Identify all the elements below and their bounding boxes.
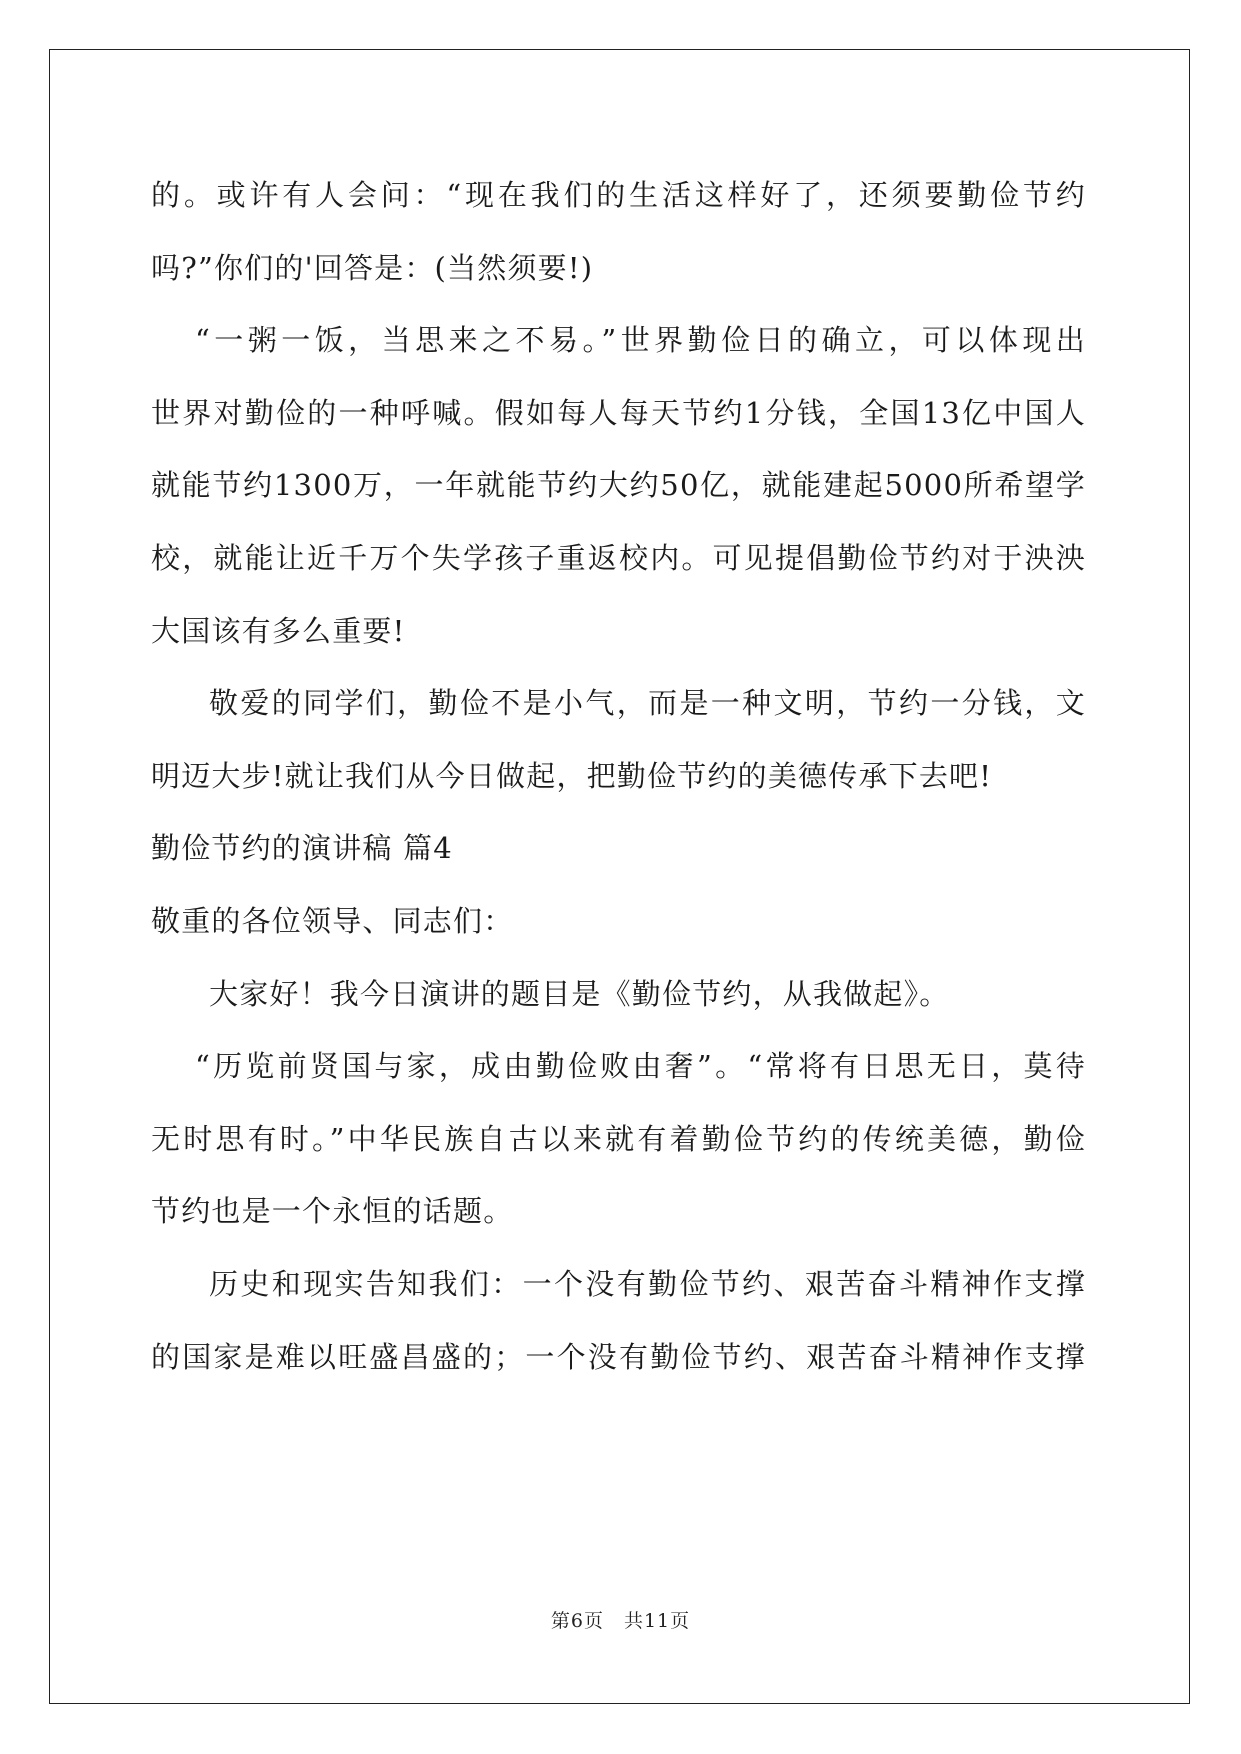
- text-line: 校，就能让近千万个失学孩子重返校内。可见提倡勤俭节约对于泱泱: [151, 540, 1086, 575]
- text-line: 大国该有多么重要!: [151, 613, 406, 648]
- text-line: “一粥一饭，当思来之不易。”世界勤俭日的确立，可以体现出: [195, 323, 1086, 358]
- text-line: 历史和现实告知我们：一个没有勤俭节约、艰苦奋斗精神作支撑: [209, 1266, 1086, 1301]
- text-line: 大家好！我今日演讲的题目是《勤俭节约，从我做起》。: [209, 976, 950, 1011]
- text-line: 无时思有时。”中华民族自古以来就有着勤俭节约的传统美德，勤俭: [151, 1121, 1086, 1156]
- text-line: 就能节约1300万，一年就能节约大约50亿，就能建起5000所希望学: [151, 468, 1086, 503]
- salutation: 敬重的各位领导、同志们：: [151, 903, 514, 938]
- document-body: [151, 159, 1086, 1393]
- text-line: 吗?”你们的'回答是：(当然须要!): [151, 250, 594, 285]
- text-line: 明迈大步!就让我们从今日做起，把勤俭节约的美德传承下去吧!: [151, 758, 993, 793]
- text-line: 世界对勤俭的一种呼喊。假如每人每天节约1分钱，全国13亿中国人: [151, 395, 1086, 430]
- text-line: 的国家是难以旺盛昌盛的；一个没有勤俭节约、艰苦奋斗精神作支撑: [151, 1339, 1086, 1374]
- text-line: 敬爱的同学们，勤俭不是小气，而是一种文明，节约一分钱，文: [209, 686, 1086, 721]
- text-line: “历览前贤国与家，成由勤俭败由奢”。“常将有日思无日，莫待: [195, 1049, 1086, 1084]
- text-line: 的。或许有人会问：“现在我们的生活这样好了，还须要勤俭节约: [151, 178, 1086, 212]
- section-heading: 勤俭节约的演讲稿 篇4: [151, 831, 453, 866]
- text-line: 节约也是一个永恒的话题。: [151, 1194, 514, 1229]
- page-number: 第6页 共11页: [550, 1610, 691, 1632]
